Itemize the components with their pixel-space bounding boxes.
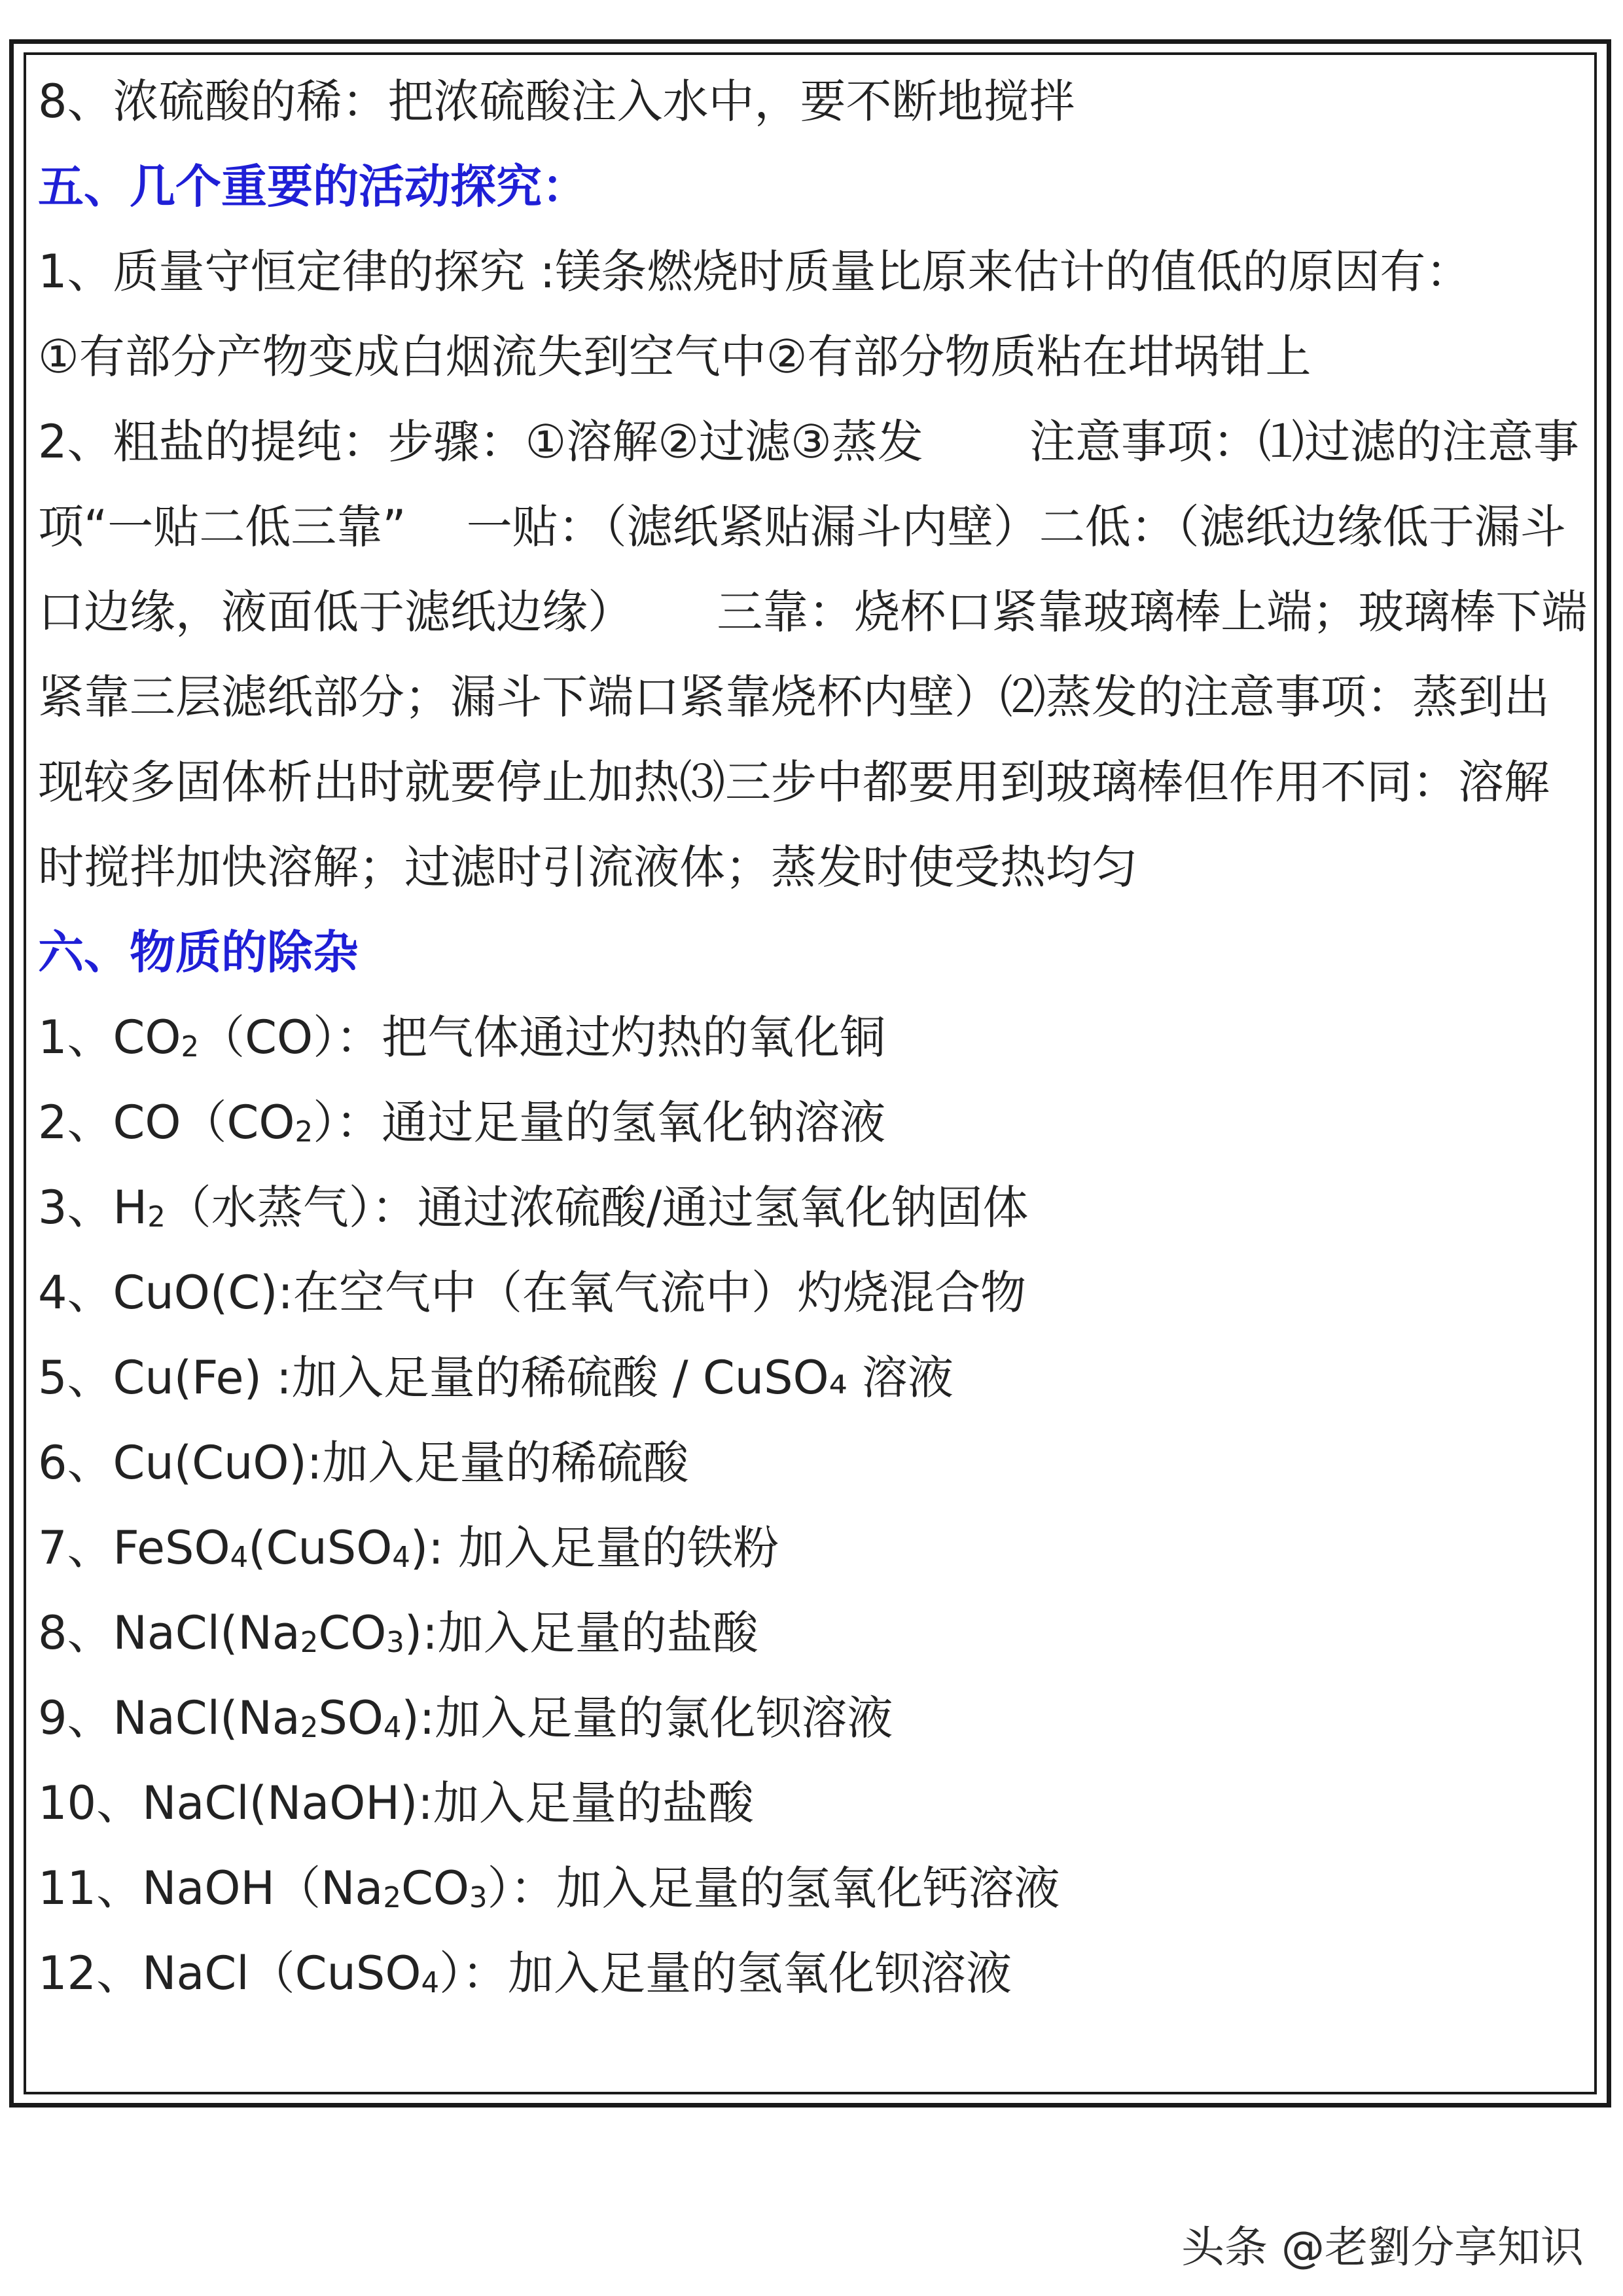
item-text: CO: [318, 1606, 387, 1660]
item-text: 加入足量的盐酸: [437, 1606, 758, 1660]
item-text: NaCl(Na: [113, 1606, 300, 1660]
item-text: ：通过足量的氢氧化钠溶液: [336, 1096, 886, 1149]
item-text: CO（CO: [113, 1096, 295, 1149]
item-text: CO: [113, 1011, 181, 1064]
item-text: ）: [313, 1096, 336, 1149]
section5-item-2: 2、粗盐的提纯：步骤：①溶解②过滤③蒸发 注意事项：⑴过滤的注意事项“一贴二低三靠” 一贴：（滤纸紧贴漏斗内壁）二低：（滤纸边缘低于漏斗口边缘，液面低于滤纸边缘） 三靠：烧杯口紧靠玻璃棒上端；玻璃棒下端紧靠三层滤纸部分；漏斗下端口紧靠烧杯内壁）⑵蒸发的注意事项：蒸到出现较多固体析出时就要停止加热⑶三步中都要用到玻璃棒但作用不同：溶解时搅拌加快溶解；过滤时引流液体；蒸发时使受热均匀: [38, 415, 1588, 894]
item-text: 4、: [38, 1266, 113, 1319]
subscript: 2: [147, 1201, 166, 1234]
item-text: NaCl（CuSO: [142, 1946, 421, 2000]
item-text: NaCl(Na: [113, 1691, 300, 1745]
subscript: 2: [383, 1882, 401, 1915]
item-text: SO: [318, 1691, 383, 1745]
item-text: ：把气体通过灼热的氧化铜: [336, 1011, 886, 1064]
impurity-item: [38, 1846, 1589, 1931]
item-text: Cu(Fe) :: [113, 1351, 292, 1405]
item-text: 加入足量的稀硫酸: [322, 1436, 689, 1490]
item-text: ）: [487, 1861, 510, 1915]
item-text: 加入足量的氯化钡溶液: [435, 1691, 893, 1745]
section4-item-8: 8、浓硫酸的稀：把浓硫酸注入水中，要不断地搅拌: [38, 75, 1075, 128]
item-text: 12、: [38, 1946, 143, 2000]
impurity-item: [38, 1761, 1589, 1846]
impurity-item: [38, 1931, 1589, 2016]
impurity-item: [38, 1165, 1589, 1250]
item-text: 9、: [38, 1691, 113, 1745]
watermark: 头条 @老劉分享知识: [1181, 2222, 1584, 2272]
section5-item-1-line1: 1、质量守恒定律的探究 :镁条燃烧时质量比原来估计的值低的原因有：: [38, 245, 1472, 298]
impurity-item: [38, 1420, 1589, 1505]
section5-item-1-line2: ①有部分产物变成白烟流失到空气中②有部分物质粘在坩埚钳上: [38, 330, 1311, 384]
subscript: 2: [300, 1626, 319, 1660]
item-text: ：加入足量的氢氧化钡溶液: [462, 1946, 1012, 2000]
item-text: 10、: [38, 1776, 143, 1830]
item-text: 3、: [38, 1181, 113, 1234]
impurity-item: [38, 1080, 1589, 1165]
impurity-item: [38, 995, 1589, 1080]
subscript: 3: [469, 1882, 488, 1915]
item-text: FeSO: [113, 1521, 230, 1575]
item-text: 加入足量的铁粉: [443, 1521, 779, 1575]
subscript: 2: [300, 1712, 319, 1745]
item-text: ：通过浓硫酸/通过氢氧化钠固体: [371, 1181, 1029, 1234]
impurity-item: [38, 1505, 1589, 1590]
item-text: Cu(CuO):: [113, 1436, 323, 1490]
impurity-item: [38, 1676, 1589, 1761]
impurity-item: [38, 1335, 1589, 1420]
item-text: 1、: [38, 1011, 113, 1064]
impurity-item: [38, 1250, 1589, 1335]
item-text: CuO(C):: [113, 1266, 293, 1319]
item-text: ):: [410, 1521, 444, 1575]
item-text: NaCl(NaOH):: [142, 1776, 433, 1830]
item-text: 加入足量的盐酸: [433, 1776, 754, 1830]
document-body: [38, 59, 1589, 2016]
subscript: 4: [230, 1541, 249, 1575]
item-text: 加入足量的稀硫酸 / CuSO₄ 溶液: [291, 1351, 954, 1405]
item-text: 在空气中（在氧气流中）灼烧混合物: [293, 1266, 1026, 1319]
subscript: 4: [421, 1967, 440, 2000]
item-text: ):: [401, 1691, 435, 1745]
item-text: ):: [404, 1606, 438, 1660]
item-text: ）: [439, 1946, 463, 2000]
impurity-list: [38, 995, 1589, 2016]
subscript: 2: [294, 1116, 313, 1149]
item-text: H: [113, 1181, 148, 1234]
section6-heading: 六、物质的除杂: [38, 925, 359, 979]
item-text: 5、: [38, 1351, 113, 1405]
section5-heading: 五、几个重要的活动探究：: [38, 160, 588, 213]
subscript: 4: [383, 1712, 402, 1745]
item-text: （水蒸气）: [165, 1181, 372, 1234]
subscript: 4: [392, 1541, 410, 1575]
item-text: NaOH（Na: [142, 1861, 383, 1915]
item-text: 8、: [38, 1606, 113, 1660]
item-text: ：加入足量的氢氧化钙溶液: [510, 1861, 1060, 1915]
item-text: （CO）: [199, 1011, 336, 1064]
item-text: 6、: [38, 1436, 113, 1490]
item-text: 2、: [38, 1096, 113, 1149]
item-text: (CuSO: [248, 1521, 393, 1575]
impurity-item: [38, 1590, 1589, 1676]
item-text: CO: [401, 1861, 469, 1915]
item-text: 11、: [38, 1861, 143, 1915]
item-text: 7、: [38, 1521, 113, 1575]
subscript: 2: [181, 1031, 200, 1064]
subscript: 3: [386, 1626, 404, 1660]
